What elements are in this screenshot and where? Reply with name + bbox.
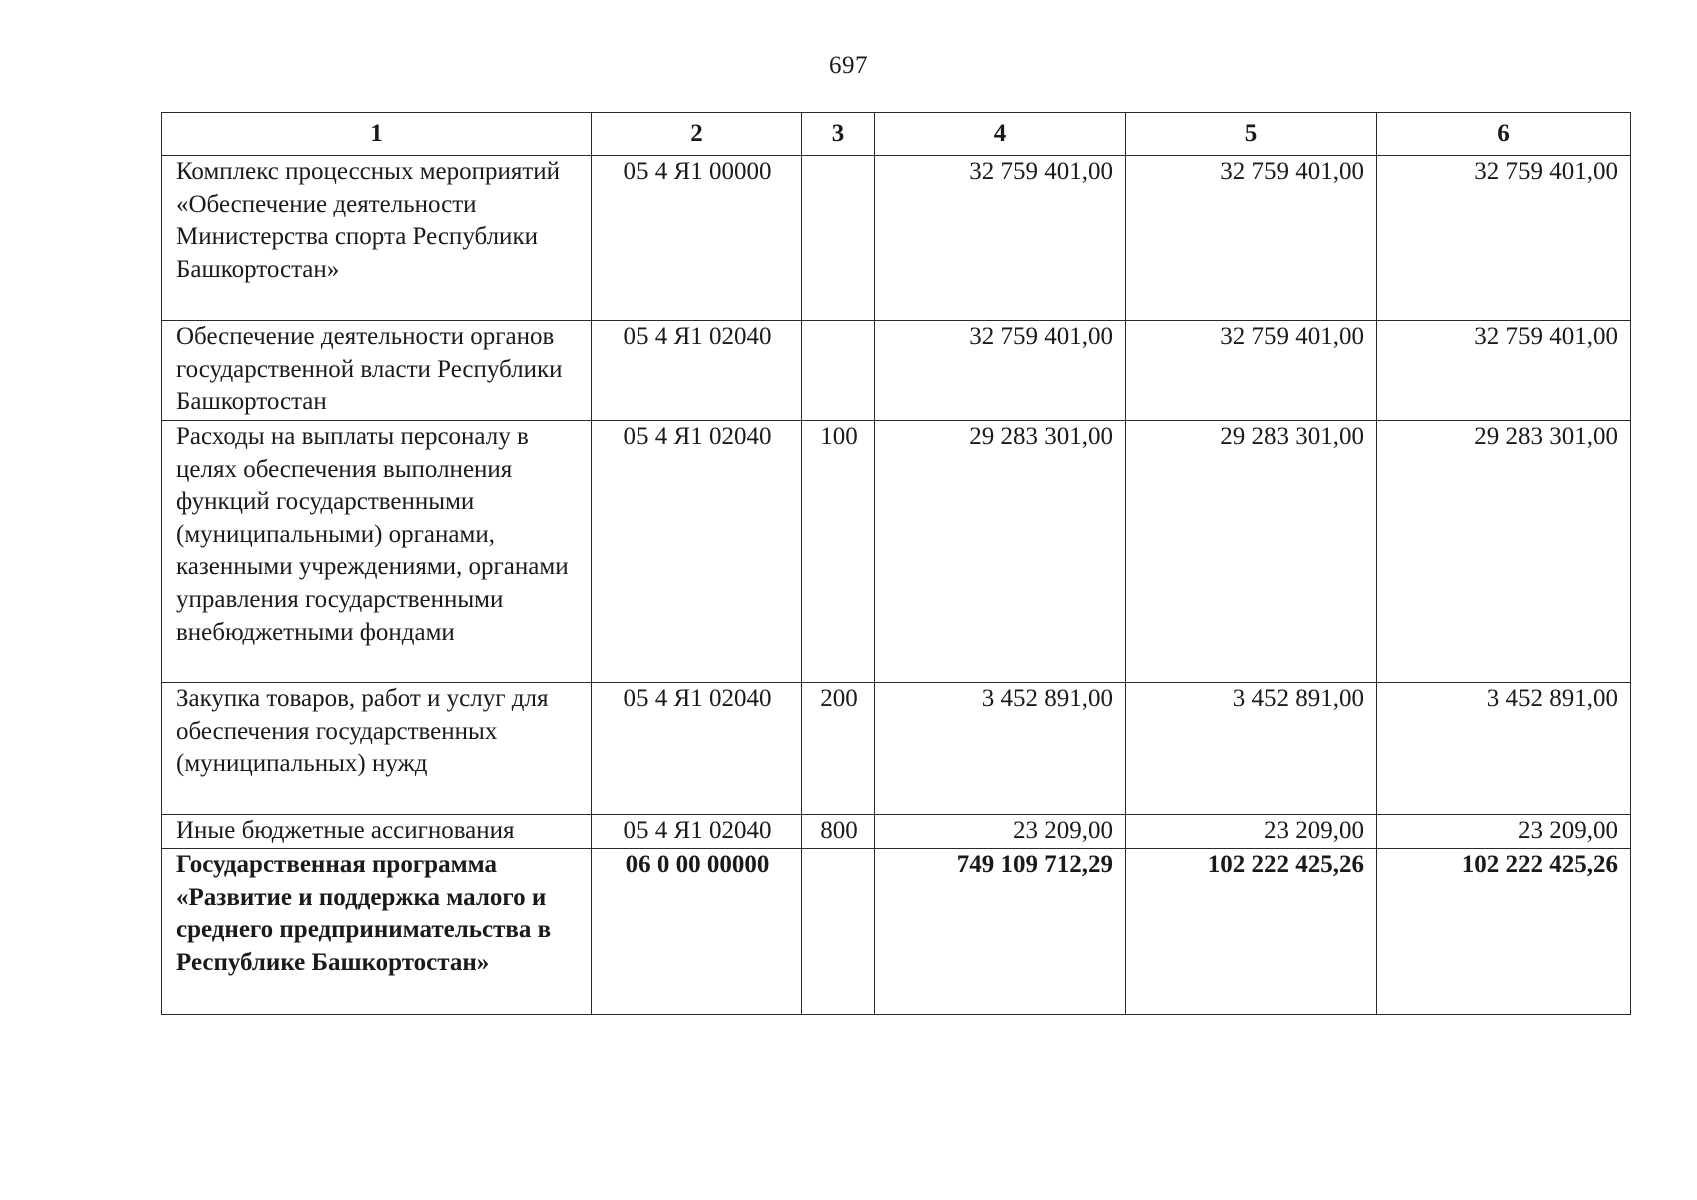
row-name: Государственная программа «Развитие и поддержка малого и среднего предпринимательства в Республике Башкортостан»: [162, 849, 592, 1015]
row-value-4: 32 759 401,00: [875, 321, 1126, 421]
row-value-4: 749 109 712,29: [875, 849, 1126, 1015]
column-header-3: 3: [802, 113, 875, 156]
row-value-5: 23 209,00: [1126, 815, 1377, 849]
row-expense-type: [802, 156, 875, 321]
row-value-6: 102 222 425,26: [1377, 849, 1631, 1015]
table-row: [162, 421, 1631, 683]
row-expense-type: [802, 321, 875, 421]
row-value-5: 102 222 425,26: [1126, 849, 1377, 1015]
row-expense-type: 200: [802, 683, 875, 815]
row-value-5: 32 759 401,00: [1126, 156, 1377, 321]
table-row: [162, 683, 1631, 815]
column-header-6: 6: [1377, 113, 1631, 156]
row-value-5: 29 283 301,00: [1126, 421, 1377, 683]
table-header-row: [162, 113, 1631, 156]
row-code: 05 4 Я1 02040: [592, 683, 802, 815]
table-row: [162, 156, 1631, 321]
row-code: 05 4 Я1 02040: [592, 815, 802, 849]
row-value-6: 3 452 891,00: [1377, 683, 1631, 815]
row-value-6: 29 283 301,00: [1377, 421, 1631, 683]
column-header-1: 1: [162, 113, 592, 156]
row-value-4: 32 759 401,00: [875, 156, 1126, 321]
row-name: Иные бюджетные ассигнования: [162, 815, 592, 849]
table-row: [162, 815, 1631, 849]
row-value-4: 23 209,00: [875, 815, 1126, 849]
row-code: 05 4 Я1 02040: [592, 321, 802, 421]
row-value-6: 32 759 401,00: [1377, 156, 1631, 321]
row-value-5: 32 759 401,00: [1126, 321, 1377, 421]
table-row: [162, 321, 1631, 421]
column-header-4: 4: [875, 113, 1126, 156]
row-code: 05 4 Я1 00000: [592, 156, 802, 321]
row-value-4: 3 452 891,00: [875, 683, 1126, 815]
column-header-5: 5: [1126, 113, 1377, 156]
row-code: 05 4 Я1 02040: [592, 421, 802, 683]
table-row: [162, 849, 1631, 1015]
row-name: Закупка товаров, работ и услуг для обеспечения государственных (муниципальных) нужд: [162, 683, 592, 815]
row-expense-type: 800: [802, 815, 875, 849]
row-value-4: 29 283 301,00: [875, 421, 1126, 683]
row-expense-type: [802, 849, 875, 1015]
page-number: 697: [829, 52, 868, 79]
budget-table: [161, 112, 1631, 1015]
row-value-6: 23 209,00: [1377, 815, 1631, 849]
row-value-6: 32 759 401,00: [1377, 321, 1631, 421]
row-code: 06 0 00 00000: [592, 849, 802, 1015]
row-name: Расходы на выплаты персоналу в целях обеспечения выполнения функций государственными (муниципальными) органами, казенными учреждениями, органами управления государственными внебюджетными фондами: [162, 421, 592, 683]
row-expense-type: 100: [802, 421, 875, 683]
row-name: Обеспечение деятельности органов государственной власти Республики Башкортостан: [162, 321, 592, 421]
column-header-2: 2: [592, 113, 802, 156]
row-value-5: 3 452 891,00: [1126, 683, 1377, 815]
row-name: Комплекс процессных мероприятий «Обеспечение деятельности Министерства спорта Республики Башкортостан»: [162, 156, 592, 321]
